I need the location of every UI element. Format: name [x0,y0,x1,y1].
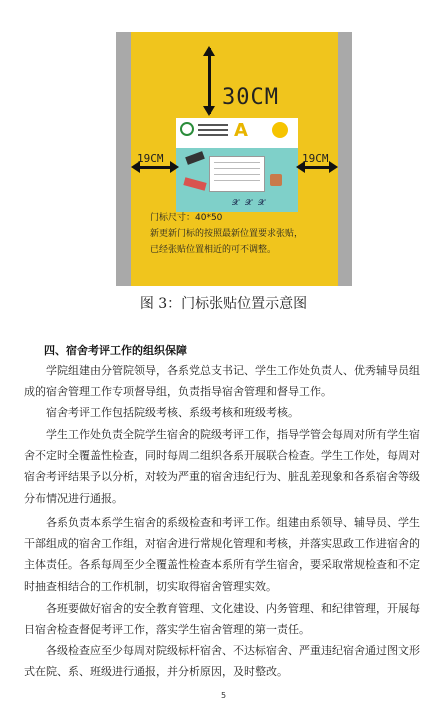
height-label: 30CM [222,85,279,110]
paragraph-college-level [24,424,424,509]
paragraph-line: 学生工作处负责全院学生宿舍的院级考评工作，指导学管会每周对所有学生宿 [46,428,420,441]
paragraph-line: 学院组建由分管院领导，各系党总支书记、学生工作处负责人、优秀辅导员组 [46,364,420,377]
right-dimension-arrow [300,166,334,169]
paragraph-line: 各系负责本系学生宿舍的系级检查和考评工作。组建由系领导、辅导员、学生 [46,516,420,529]
paragraph-oversight-group [24,360,424,402]
graduation-cap-icon [185,151,205,165]
paragraph-line: 各级检查应至少每周对院级标杆宿舍、不达标宿舍、严重违纪宿舍通过图文形 [46,644,420,657]
left-distance-label: 19CM [137,152,164,165]
sign-text-lines [198,124,228,139]
sign-size-note: 门标尺寸：40*50 [150,213,223,223]
sign-table-graphic [209,156,265,192]
section-heading: 四、宿舍考评工作的组织保障 [44,344,187,357]
paragraph-line: 宿舍考评结果予以分析，对较为严重的宿舍违纪行为、脏乱差现象和各系宿舍等级 [24,470,420,484]
paragraph-assessment-levels [24,402,424,423]
grade-a-icon: A [234,120,248,141]
figure-caption: 图 3：门标张贴位置示意图 [139,296,308,312]
right-distance-label: 19CM [302,152,329,165]
paragraph-line: 舍不定时全覆盖性检查，同时每周二组织各系开展联合检查。学生工作处，每周对 [24,449,420,463]
paragraph-line: 干部组成的宿舍工作组，对宿舍进行常规化管理和考核，并落实思政工作进宿舍的 [24,537,420,551]
sign-footer-figures: 𝓧 𝓧 𝓧 [232,198,267,207]
paragraph-line: 日宿舍检查督促考评工作，落实学生宿舍管理的第一责任。 [24,623,310,637]
placement-note-1: 新更新门标的按照最新位置要求张贴， [150,229,304,239]
paragraph-line: 式在院、系、班级进行通报，并分析原因，及时整改。 [24,665,288,679]
door-sign-image [176,118,298,212]
placement-note-2: 已经张贴位置相近的可不调整。 [150,245,277,255]
paragraph-line: 成的宿舍管理工作专项督导组，负责指导宿舍管理和督导工作。 [24,385,332,399]
cup-icon [270,174,282,186]
paragraph-line: 时抽查相结合的工作机制，切实取得宿舍管理实效。 [24,579,277,593]
paragraph-line: 宿舍考评工作包括院级考核、系级考核和班级考核。 [46,406,299,419]
left-dimension-arrow [135,166,175,169]
paragraph-line: 主体责任。各系每周至少全覆盖性检查本系所有学生宿舍，要采取常规检查和不定 [24,558,420,572]
paragraph-department-level [24,512,424,597]
book-icon [183,177,206,190]
paragraph-line: 各班要做好宿舍的安全教育管理、文化建设、内务管理、和纪律管理，开展每 [46,602,420,615]
paragraph-line: 分布情况进行通报。 [24,491,123,505]
smiley-icon [272,122,288,138]
paragraph-reporting [24,640,424,682]
vertical-dimension-arrow [208,48,211,114]
paragraph-class-level [24,598,424,640]
school-logo-icon [180,122,194,136]
page-number: 5 [220,691,227,700]
